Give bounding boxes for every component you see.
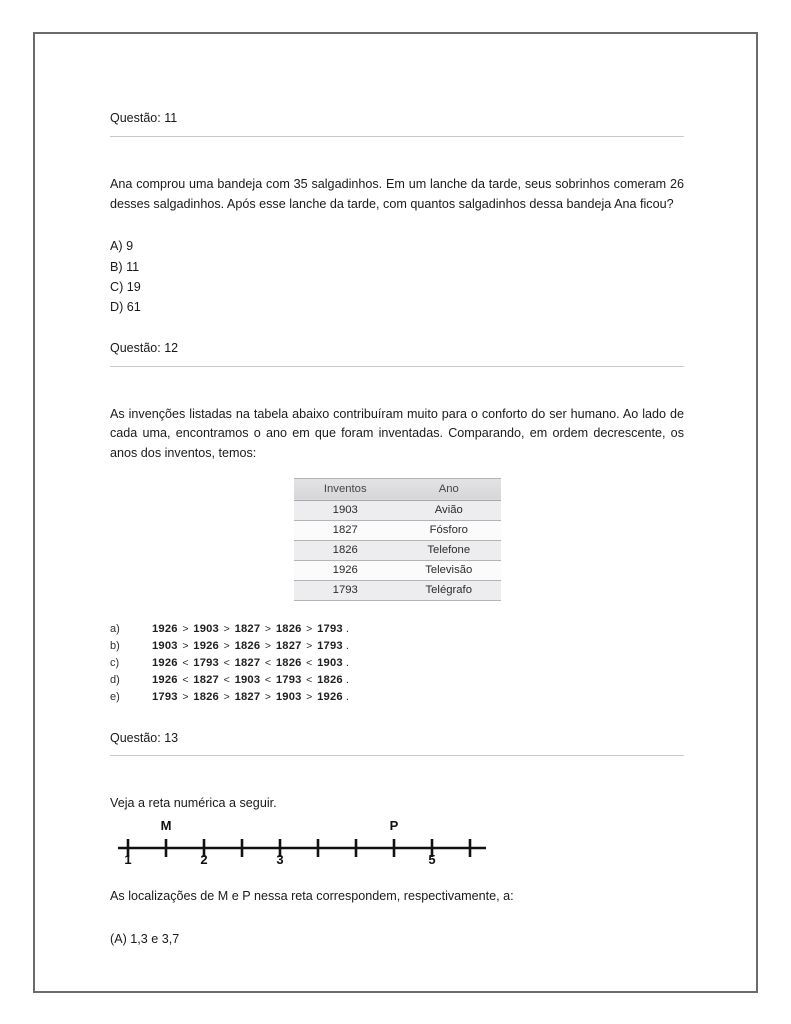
option-item[interactable]: (A) 1,3 e 3,7 xyxy=(110,931,180,946)
option-item[interactable]: C) 19 xyxy=(110,279,141,294)
option-item[interactable]: A) 9 xyxy=(110,239,134,254)
inequality-operator: < xyxy=(220,673,234,686)
question-block-12 xyxy=(110,340,684,703)
table-row xyxy=(294,540,501,560)
inequality-expression xyxy=(152,674,349,686)
inequality-expression xyxy=(152,623,349,635)
spacer xyxy=(110,878,684,887)
inequality-term: 1903 xyxy=(193,622,219,635)
inequality-term: 1926 xyxy=(193,639,219,652)
inequality-term: 1926 xyxy=(317,690,343,703)
cell-invention: Telégrafo xyxy=(397,580,501,600)
inequality-option-item[interactable] xyxy=(110,674,684,686)
inequality-operator: > xyxy=(179,622,192,635)
question-block-13 xyxy=(110,730,684,950)
inequality-term: 1926 xyxy=(152,673,178,686)
cell-invention: Telefone xyxy=(397,540,501,560)
cell-year: 1926 xyxy=(294,560,398,580)
inequality-operator: < xyxy=(179,656,192,669)
inventions-table-wrap xyxy=(110,478,684,601)
option-item[interactable]: D) 61 xyxy=(110,300,141,315)
inequality-operator: > xyxy=(220,690,234,703)
inequality-term: 1903 xyxy=(234,673,261,686)
inequality-operator: < xyxy=(303,673,316,686)
inequality-option-item[interactable] xyxy=(110,657,684,669)
spacer xyxy=(110,367,684,405)
spacer xyxy=(110,601,684,623)
options-list-13 xyxy=(110,929,684,949)
option-letter: e) xyxy=(110,690,120,703)
inequality-operator: < xyxy=(179,673,192,686)
inequality-term: 1903 xyxy=(275,690,302,703)
table-row xyxy=(294,580,501,600)
number-line-figure xyxy=(116,818,486,878)
number-line-point-p: P xyxy=(389,818,399,834)
number-line-tick-label: 5 xyxy=(428,852,436,868)
inequality-term: 1793 xyxy=(193,656,219,669)
table-row xyxy=(294,520,501,540)
inequality-term: 1926 xyxy=(152,622,178,635)
inequality-term: 1827 xyxy=(234,622,261,635)
inequality-term: 1826 xyxy=(275,656,302,669)
question-body-11: Ana comprou uma bandeja com 35 salgadinhos. Em um lanche da tarde, seus sobrinhos comeram 26 desses salgadinhos. Após esse lanche da tarde, com quantos salgadinhos dessa bandeja Ana ficou? xyxy=(110,176,684,211)
inequality-operator: > xyxy=(303,622,316,635)
spacer xyxy=(110,318,684,340)
inequality-operator: < xyxy=(261,656,275,669)
inequality-expression xyxy=(152,640,349,652)
inequality-term: 1827 xyxy=(275,639,302,652)
inequality-trailing-dot: . xyxy=(345,639,350,652)
question-intro-13: Veja a reta numérica a seguir. xyxy=(110,796,277,811)
option-letter: d) xyxy=(110,673,120,686)
inequality-term: 1826 xyxy=(275,622,302,635)
option-letter: a) xyxy=(110,622,120,635)
inequality-term: 1826 xyxy=(234,639,261,652)
cell-year: 1827 xyxy=(294,520,398,540)
inequality-trailing-dot: . xyxy=(345,673,350,686)
column-header-inventos: Inventos xyxy=(294,478,398,500)
cell-invention: Televisão xyxy=(397,560,501,580)
inequality-operator: > xyxy=(261,690,275,703)
inequality-option-item[interactable] xyxy=(110,691,684,703)
cell-invention: Avião xyxy=(397,500,501,520)
spacer xyxy=(110,708,684,730)
number-line-tick-label: 1 xyxy=(124,852,132,868)
inequality-term: 1903 xyxy=(317,656,343,669)
inequality-term: 1826 xyxy=(317,673,343,686)
question-body-12: As invenções listadas na tabela abaixo contribuíram muito para o conforto do ser humano. Ao lado de cada uma, encontramos o ano em que foram inventadas. Comparando, em ordem decrescente, os anos dos inventos, temos: xyxy=(110,406,684,460)
inequality-term: 1827 xyxy=(234,690,261,703)
number-line-point-m: M xyxy=(160,818,172,834)
option-letter: b) xyxy=(110,639,120,652)
cell-year: 1826 xyxy=(294,540,398,560)
inequality-operator: < xyxy=(220,656,234,669)
inequality-operator: > xyxy=(261,639,275,652)
option-letter: c) xyxy=(110,656,120,669)
cell-year: 1903 xyxy=(294,500,398,520)
inequality-expression xyxy=(152,657,349,669)
inequality-trailing-dot: . xyxy=(345,690,350,703)
inequality-operator: > xyxy=(179,639,192,652)
table-head xyxy=(294,478,501,500)
inequality-term: 1793 xyxy=(317,639,343,652)
number-line-tick-label: 3 xyxy=(276,852,284,868)
inventions-table xyxy=(294,478,501,601)
inequality-term: 1903 xyxy=(152,639,178,652)
inequality-term: 1826 xyxy=(193,690,219,703)
question-label-13: Questão: 13 xyxy=(110,730,179,745)
cell-invention: Fósforo xyxy=(397,520,501,540)
option-item[interactable]: B) 11 xyxy=(110,259,140,274)
spacer xyxy=(110,907,684,929)
inequality-operator: > xyxy=(303,690,316,703)
number-line-tick-label: 2 xyxy=(200,852,208,868)
spacer xyxy=(110,137,684,175)
inequality-operator: > xyxy=(179,690,192,703)
question-block-11 xyxy=(110,110,684,318)
question-label-12: Questão: 12 xyxy=(110,340,179,355)
inequality-options-list-12 xyxy=(110,623,684,703)
cell-year: 1793 xyxy=(294,580,398,600)
inequality-term: 1926 xyxy=(152,656,178,669)
table-row xyxy=(294,560,501,580)
spacer xyxy=(110,214,684,236)
inequality-term: 1793 xyxy=(152,690,178,703)
spacer xyxy=(110,464,684,478)
inequality-trailing-dot: . xyxy=(345,622,350,635)
inequality-operator: > xyxy=(303,639,316,652)
column-header-ano: Ano xyxy=(397,478,501,500)
page-sheet xyxy=(33,32,758,993)
options-list-11 xyxy=(110,236,684,318)
inequality-operator: > xyxy=(220,639,234,652)
table-body xyxy=(294,500,501,600)
inequality-operator: > xyxy=(261,622,275,635)
inequality-trailing-dot: . xyxy=(345,656,350,669)
inequality-operator: < xyxy=(261,673,275,686)
inequality-term: 1827 xyxy=(234,656,261,669)
inequality-option-item[interactable] xyxy=(110,623,684,635)
question-label-11: Questão: 11 xyxy=(110,111,178,125)
inequality-operator: < xyxy=(303,656,316,669)
document-content xyxy=(110,110,684,949)
inequality-expression xyxy=(152,691,349,703)
table-row xyxy=(294,500,501,520)
inequality-operator: > xyxy=(220,622,234,635)
question-prompt-13: As localizações de M e P nessa reta correspondem, respectivamente, a: xyxy=(110,889,514,904)
number-line-svg xyxy=(116,818,486,878)
inequality-term: 1793 xyxy=(275,673,302,686)
inequality-term: 1827 xyxy=(193,673,219,686)
inequality-term: 1793 xyxy=(317,622,343,635)
spacer xyxy=(110,756,684,794)
inequality-option-item[interactable] xyxy=(110,640,684,652)
table-header-row xyxy=(294,478,501,500)
